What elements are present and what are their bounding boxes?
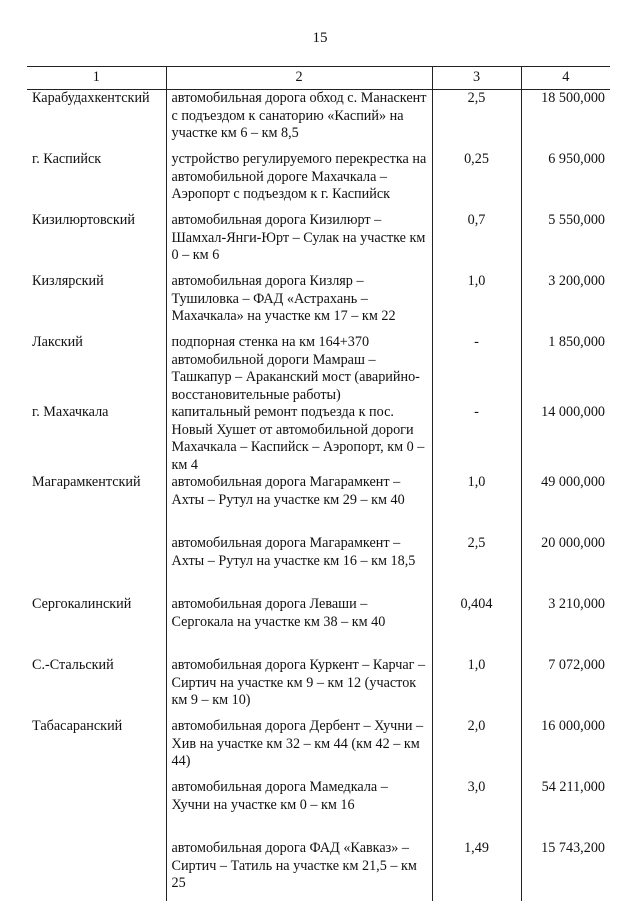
- district-cell: [27, 779, 166, 840]
- description-cell: подпорная стенка на км 164+370 автомобильной дороги Мамраш – Ташкапур – Араканский мост (аварийно-восстановительные работы): [166, 334, 432, 404]
- table-header-row: [27, 67, 610, 90]
- amount-cell: 14 000,000: [521, 404, 610, 474]
- length-cell: 1,49: [432, 840, 521, 901]
- table-row: [27, 90, 610, 152]
- district-cell: г. Махачкала: [32, 404, 109, 420]
- length-cell: 0,7: [432, 212, 521, 273]
- amount-cell: 16 000,000: [521, 718, 610, 779]
- table-row: [27, 596, 610, 657]
- column-header-1: 1: [27, 67, 166, 90]
- table-row: [27, 657, 610, 718]
- length-cell: 0,404: [432, 596, 521, 657]
- amount-cell: 20 000,000: [521, 535, 610, 596]
- district-cell: С.-Стальский: [32, 657, 114, 673]
- table-row: [27, 474, 610, 535]
- roads-table: [27, 66, 610, 901]
- length-cell: 2,5: [432, 90, 521, 152]
- district-cell: Лакский: [32, 334, 83, 350]
- length-cell: 0,25: [432, 151, 521, 212]
- table-row: [27, 273, 610, 334]
- table-row: [27, 840, 610, 901]
- district-cell: г. Каспийск: [32, 151, 102, 167]
- district-cell: Магарамкентский: [32, 474, 141, 490]
- amount-cell: 1 850,000: [521, 334, 610, 404]
- length-cell: -: [432, 404, 521, 474]
- description-cell: автомобильная дорога Куркент – Карчаг – Сиртич на участке км 9 – км 12 (участок км 9 – км 10): [166, 657, 432, 718]
- district-cell: Кизлярский: [32, 273, 104, 289]
- length-cell: 1,0: [432, 273, 521, 334]
- description-cell: автомобильная дорога Мамедкала – Хучни на участке км 0 – км 16: [166, 779, 432, 840]
- column-header-3: 3: [432, 67, 521, 90]
- amount-cell: 15 743,200: [521, 840, 610, 901]
- amount-cell: 6 950,000: [521, 151, 610, 212]
- description-cell: автомобильная дорога Кизилюрт – Шамхал-Янги-Юрт – Сулак на участке км 0 – км 6: [166, 212, 432, 273]
- amount-cell: 3 200,000: [521, 273, 610, 334]
- column-header-4: 4: [521, 67, 610, 90]
- table-row: [27, 212, 610, 273]
- description-cell: устройство регулируемого перекрестка на автомобильной дороге Махачкала – Аэропорт с подъездом к г. Каспийск: [166, 151, 432, 212]
- description-cell: капитальный ремонт подъезда к пос. Новый Хушет от автомобильной дороги Махачкала – Каспийск – Аэропорт, км 0 – км 4: [166, 404, 432, 474]
- length-cell: 1,0: [432, 657, 521, 718]
- amount-cell: 18 500,000: [521, 90, 610, 152]
- amount-cell: 7 072,000: [521, 657, 610, 718]
- description-cell: автомобильная дорога Дербент – Хучни – Хив на участке км 32 – км 44 (км 42 – км 44): [166, 718, 432, 779]
- district-cell: Сергокалинский: [32, 596, 132, 612]
- district-cell: Табасаранский: [32, 718, 123, 734]
- table-row: [27, 779, 610, 840]
- length-cell: 2,0: [432, 718, 521, 779]
- description-cell: автомобильная дорога ФАД «Кавказ» – Сиртич – Татиль на участке км 21,5 – км 25: [166, 840, 432, 901]
- length-cell: -: [432, 334, 521, 404]
- table-row: [27, 718, 610, 779]
- district-cell: [27, 535, 166, 596]
- amount-cell: 54 211,000: [521, 779, 610, 840]
- table-row: [27, 151, 610, 212]
- length-cell: 1,0: [432, 474, 521, 535]
- description-cell: автомобильная дорога Магарамкент – Ахты – Рутул на участке км 16 – км 18,5: [166, 535, 432, 596]
- amount-cell: 3 210,000: [521, 596, 610, 657]
- district-cell: Карабудахкентский: [32, 90, 150, 106]
- amount-cell: 5 550,000: [521, 212, 610, 273]
- length-cell: 2,5: [432, 535, 521, 596]
- district-cell: [27, 840, 166, 901]
- description-cell: автомобильная дорога Магарамкент – Ахты – Рутул на участке км 29 – км 40: [166, 474, 432, 535]
- length-cell: 3,0: [432, 779, 521, 840]
- table-row: [27, 334, 610, 404]
- description-cell: автомобильная дорога обход с. Манаскент с подъездом к санаторию «Каспий» на участке км 6 – км 8,5: [166, 90, 432, 152]
- column-header-2: 2: [166, 67, 432, 90]
- page-number: 15: [312, 30, 328, 46]
- table-row: [27, 404, 610, 474]
- table-row: [27, 535, 610, 596]
- amount-cell: 49 000,000: [521, 474, 610, 535]
- description-cell: автомобильная дорога Кизляр – Тушиловка – ФАД «Астрахань – Махачкала» на участке км 17 – км 22: [166, 273, 432, 334]
- district-cell: Кизилюртовский: [32, 212, 135, 228]
- description-cell: автомобильная дорога Леваши – Сергокала на участке км 38 – км 40: [166, 596, 432, 657]
